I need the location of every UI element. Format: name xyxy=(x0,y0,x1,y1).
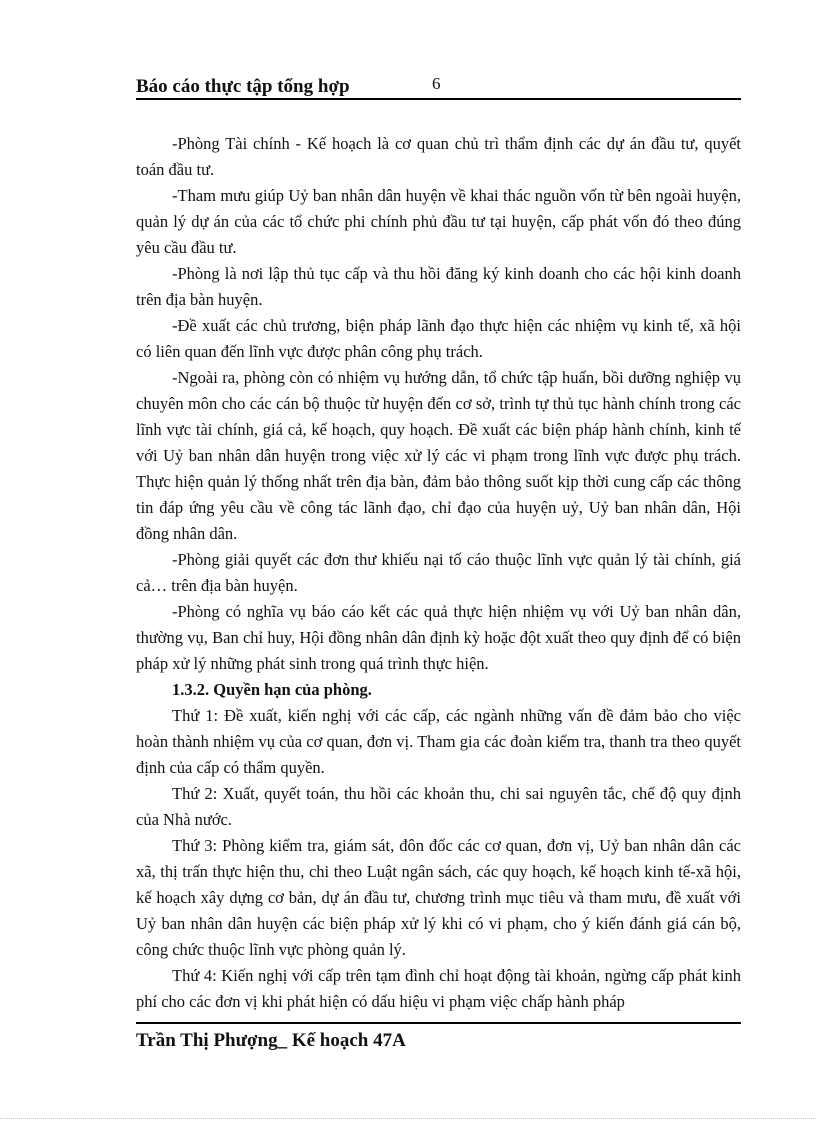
paragraph: -Phòng là nơi lập thủ tục cấp và thu hồi đăng ký kinh doanh cho các hội kinh doanh trên địa bàn huyện. xyxy=(136,264,741,309)
page-edge-divider xyxy=(0,1118,816,1119)
paragraph: Thứ 3: Phòng kiểm tra, giám sát, đôn đốc các cơ quan, đơn vị, Uỷ ban nhân dân các xã, thị trấn thực hiện thu, chi theo Luật ngân sách, các quy hoạch, kế hoạch kinh tế-xã hội, kế hoạch xây dựng cơ bản, dự án đầu tư, chương trình mục tiêu và tham mưu, đề xuất với Uỷ ban nhân dân huyện các biện pháp xử lý khi có vi phạm, cho ý kiến đánh giá cán bộ, công chức thuộc lĩnh vực phòng quản lý. xyxy=(136,836,741,959)
page-header xyxy=(136,74,741,98)
paragraph: -Phòng giải quyết các đơn thư khiếu nại tố cáo thuộc lĩnh vực quản lý tài chính, giá cả… trên địa bàn huyện. xyxy=(136,550,741,595)
footer-rule xyxy=(136,1022,741,1024)
paragraph: -Tham mưu giúp Uỷ ban nhân dân huyện về khai thác nguồn vốn từ bên ngoài huyện, quản lý dự án của các tổ chức phi chính phủ đầu tư tại huyện, cấp phát vốn đó theo đúng yêu cầu đầu tư. xyxy=(136,186,741,257)
section-heading: 1.3.2. Quyền hạn của phòng. xyxy=(172,680,372,699)
header-rule xyxy=(136,98,741,100)
paragraph: -Đề xuất các chủ trương, biện pháp lãnh đạo thực hiện các nhiệm vụ kinh tế, xã hội có liên quan đến lĩnh vực được phân công phụ trách. xyxy=(136,316,741,361)
page-body xyxy=(136,131,741,1015)
paragraph: -Ngoài ra, phòng còn có nhiệm vụ hướng dẫn, tổ chức tập huấn, bồi dưỡng nghiệp vụ chuyên môn cho các cán bộ thuộc từ huyện đến cơ sở, trình tự thủ tục hành chính trong các lĩnh vực tài chính, giá cả, kế hoạch, quy hoạch. Đề xuất các biện pháp hành chính, kinh tế với Uỷ ban nhân dân huyện trong việc xử lý các vi phạm trong lĩnh vực được phụ trách. Thực hiện quản lý thống nhất trên địa bàn, đảm bảo thông suốt kịp thời cung cấp các thông tin đáp ứng yêu cầu về công tác lãnh đạo, chỉ đạo của huyện uỷ, Uỷ ban nhân dân, Hội đồng nhân dân. xyxy=(136,368,741,543)
paragraph: Thứ 1: Đề xuất, kiến nghị với các cấp, các ngành những vấn đề đảm bảo cho việc hoàn thành nhiệm vụ của cơ quan, đơn vị. Tham gia các đoàn kiểm tra, thanh tra theo quyết định của cấp có thẩm quyền. xyxy=(136,706,741,777)
paragraph: -Phòng có nghĩa vụ báo cáo kết các quả thực hiện nhiệm vụ với Uỷ ban nhân dân, thường vụ, Ban chỉ huy, Hội đồng nhân dân định kỳ hoặc đột xuất theo quy định để có biện pháp xử lý những phát sinh trong quá trình thực hiện. xyxy=(136,602,741,673)
paragraph: Thứ 2: Xuất, quyết toán, thu hồi các khoản thu, chi sai nguyên tắc, chế độ quy định của Nhà nước. xyxy=(136,784,741,829)
report-title: Báo cáo thực tập tổng hợp xyxy=(136,76,350,97)
page-number: 6 xyxy=(432,74,441,93)
page-footer: Trần Thị Phượng_ Kế hoạch 47A xyxy=(136,1030,406,1051)
paragraph: Thứ 4: Kiến nghị với cấp trên tạm đình chỉ hoạt động tài khoản, ngừng cấp phát kinh phí cho các đơn vị khi phát hiện có dấu hiệu vi phạm việc chấp hành pháp xyxy=(136,966,741,1011)
paragraph: -Phòng Tài chính - Kế hoạch là cơ quan chủ trì thẩm định các dự án đầu tư, quyết toán đầu tư. xyxy=(136,134,741,179)
